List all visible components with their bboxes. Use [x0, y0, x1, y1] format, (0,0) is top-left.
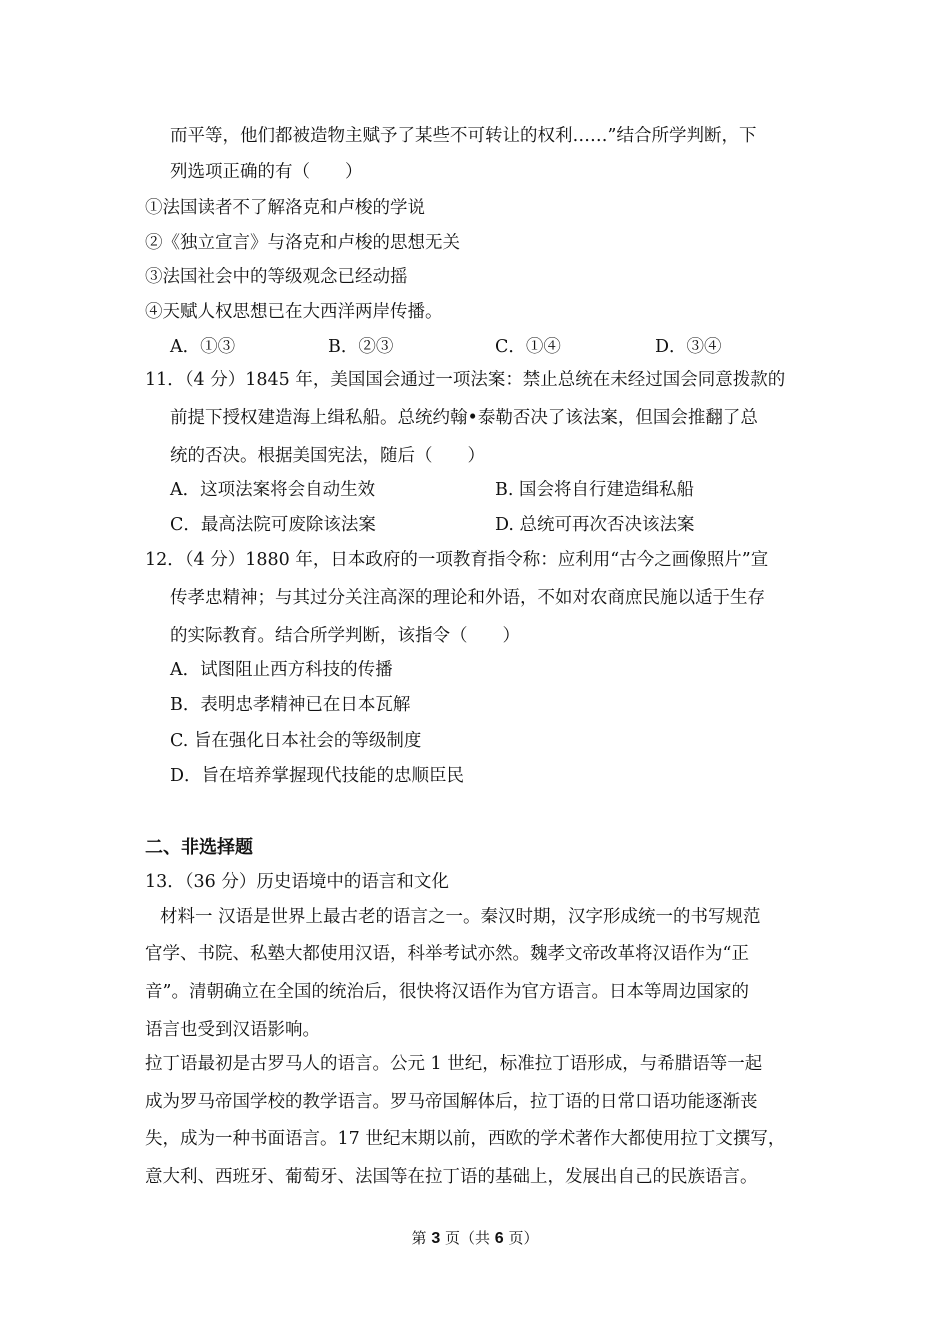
current-page-number: 3 — [431, 1230, 441, 1247]
footer-suffix: 页） — [503, 1229, 539, 1247]
q10-stem-line: 而平等，他们都被造物主赋予了某些不可转让的权利……”结合所学判断，下 — [170, 126, 757, 146]
material-line: 失，成为一种书面语言。17 世纪末期以前，西欧的学术著作大都使用拉丁文撰写， — [145, 1129, 786, 1149]
q12-option-a: A．试图阻止西方科技的传播 — [170, 660, 393, 680]
q10-statement: ③法国社会中的等级观念已经动摇 — [145, 267, 408, 287]
q11-option-d: D. 总统可再次否决该法案 — [495, 515, 695, 535]
q10-statement: ④天赋人权思想已在大西洋两岸传播。 — [145, 302, 443, 322]
material-line: 成为罗马帝国学校的教学语言。罗马帝国解体后，拉丁语的日常口语功能逐渐丧 — [145, 1092, 758, 1112]
q10-statement: ①法国读者不了解洛克和卢梭的学说 — [145, 198, 425, 218]
page-footer — [0, 1228, 950, 1249]
q10-statement: ②《独立宣言》与洛克和卢梭的思想无关 — [145, 233, 460, 253]
material-line: 材料一 汉语是世界上最古老的语言之一。秦汉时期，汉字形成统一的书写规范 — [160, 907, 761, 927]
footer-middle: 页（共 — [440, 1229, 495, 1247]
q12-stem-line: 传孝忠精神；与其过分关注高深的理论和外语，不如对农商庶民施以适于生存 — [170, 588, 765, 608]
total-page-number: 6 — [494, 1230, 504, 1247]
q10-option-c: C．①④ — [495, 337, 561, 357]
q11-stem-line: 统的否决。根据美国宪法，随后（ ） — [170, 446, 485, 466]
material-line: 拉丁语最初是古罗马人的语言。公元 1 世纪，标准拉丁语形成，与希腊语等一起 — [145, 1054, 763, 1074]
material-line: 语言也受到汉语影响。 — [145, 1020, 320, 1040]
q10-stem-line: 列选项正确的有（ ） — [170, 162, 363, 182]
q11-option-c: C．最高法院可废除该法案 — [170, 515, 376, 535]
q11-option-b: B. 国会将自行建造缉私船 — [495, 480, 694, 500]
section-heading: 二、非选择题 — [145, 837, 253, 858]
q12-stem-line: 的实际教育。结合所学判断，该指令（ ） — [170, 626, 520, 646]
q11-stem-line: 11．（4 分）1845 年，美国国会通过一项法案：禁止总统在未经过国会同意拨款的 — [145, 370, 786, 390]
q12-option-d: D．旨在培养掌握现代技能的忠顺臣民 — [170, 766, 465, 786]
q10-option-d: D．③④ — [655, 337, 722, 357]
q13-title: 13．（36 分）历史语境中的语言和文化 — [145, 872, 449, 892]
q12-option-c: C. 旨在强化日本社会的等级制度 — [170, 731, 422, 751]
material-line: 官学、书院、私塾大都使用汉语，科举考试亦然。魏孝文帝改革将汉语作为“正 — [145, 944, 749, 964]
footer-prefix: 第 — [411, 1229, 432, 1247]
q11-option-a: A．这项法案将会自动生效 — [170, 480, 376, 500]
q10-option-a: A．①③ — [170, 337, 236, 357]
material-line: 音”。清朝确立在全国的统治后，很快将汉语作为官方语言。日本等周边国家的 — [145, 982, 749, 1002]
q10-option-b: B．②③ — [328, 337, 394, 357]
material-line: 意大利、西班牙、葡萄牙、法国等在拉丁语的基础上，发展出自己的民族语言。 — [145, 1167, 758, 1187]
q11-stem-line: 前提下授权建造海上缉私船。总统约翰•泰勒否决了该法案，但国会推翻了总 — [170, 408, 758, 428]
q12-stem-line: 12．（4 分）1880 年，日本政府的一项教育指令称：应利用“古今之画像照片”宣 — [145, 550, 769, 570]
q12-option-b: B．表明忠孝精神已在日本瓦解 — [170, 695, 411, 715]
